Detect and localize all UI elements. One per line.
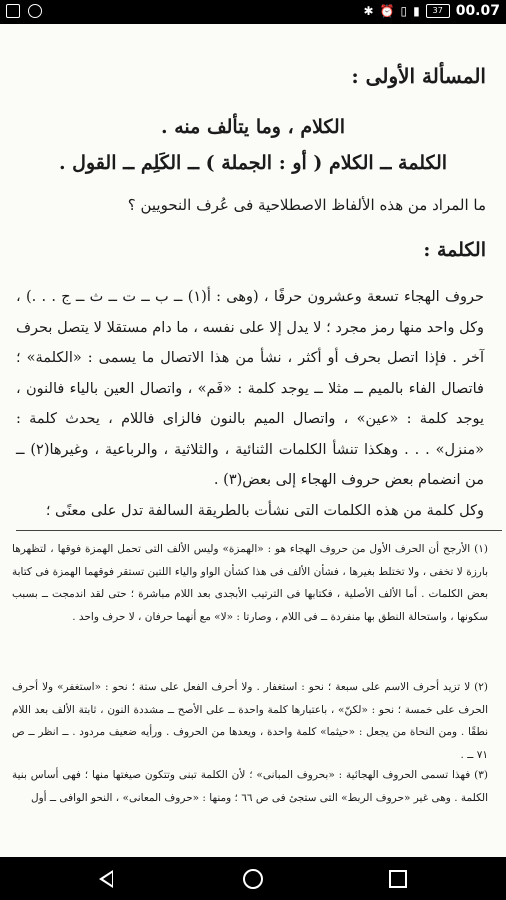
image-icon [6,4,20,18]
navigation-bar [0,857,506,900]
footnote-divider [16,530,502,531]
browser-icon [28,4,42,18]
book-page[interactable] [0,24,506,857]
bluetooth-icon: ✱ [363,4,374,18]
footnote-3: (٣) فهذا تسمى الحروف الهجائية : «بحروف المبانى» ؛ لأن الكلمة تبنى وتتكون صيغتها منها ؛ فهى أساس بنية الكلمة . وهى غير «حروف الربط» التى ستجئ فى ص ٦٦ ؛ ومنها : «حروف المعانى» ، النحو الوافى ــ أول [12,769,488,804]
paragraph-1: حروف الهجاء تسعة وعشرون حرفًا ، (وهى : أ(١) ــ ب ــ ت ــ ث ــ ج . . .) ، وكل واحد منها رمز مجرد ؛ لا يدل إلا على نفسه ، ما دام مستقلا لا يتصل بحرف آخر . فإذا اتصل بحرف أو أكثر ، نشأ من هذا الاتصال ما يسمى : «الكلمة» ؛ فاتصال الفاء بالميم ــ مثلا ــ يوجد كلمة : «فَم» ، واتصال العين بالياء فالنون ، يوجد كلمة : «عين» ، واتصال الميم بالنون فالزاى فاللام ، يحدث كلمة : «منزل» . . . وهكذا تنشأ الكلمات الثنائية ، والثلاثية ، والرباعية ، وغيرها(٢) ــ من انضمام بعض حروف الهجاء إلى بعض(٣) . [16,289,485,488]
page-heading: المسألة الأولى : [351,64,486,88]
status-left-icons [6,4,42,18]
home-circle-icon[interactable] [239,865,267,893]
alarm-icon: ⏰ [379,4,395,18]
vibrate-icon: ▯ [400,4,408,18]
body-text [16,282,484,526]
title-line-2: الكلمة ــ الكلام ( أو : الجملة ) ــ الكَلِم ــ القول . [58,152,448,174]
signal-icon: ▮ [413,4,420,18]
status-right-icons [363,3,500,19]
paragraph-2: وكل كلمة من هذه الكلمات التى نشأت بالطريقة السالفة تدل على معنًى ؛ [45,502,484,519]
title-line-1: الكلام ، وما يتألف منه . [161,116,345,138]
footnote-1: (١) الأرجح أن الحرف الأول من حروف الهجاء هو : «الهمزة» وليس الألف التى تحمل الهمزة فوقها ، لتظهرها بارزة لا تخفى ، ولا تختلط بغيرها ، فشأن الألف فى هذا كشأن الواو والياء اللتين تستقر فوقهما الهمزة فى كتابة بعض الكلمات . أما الألف الأصلية ، فكتابها فى الترتيب الأبجدى بعد اللام مباشرة ؛ حتى لقد اندمجت ــ بسبب سكونها ، واستحالة النطق بها منفردة ــ فى اللام ، وصارتا : «لا» مع أنهما حرفان ، لا حرف واحد . [12,543,488,623]
footnote-2: (٢) لا تزيد أحرف الاسم على سبعة ؛ نحو : استغفار . ولا أحرف الفعل على ستة ؛ نحو : «استغفر» ولا أحرف الحرف على خمسة ؛ نحو : «لكنّ» ، باعتبارها كلمة واحدة ــ على الأصح ــ مشددة النون ، ثابتة الألف بعد اللام نطقًا . ومن النحاة من يجعل : «حيثما» كلمة واحدة ، ويعدها من الحروف . ورأيه ضعيف مردود . ــ انظر ــ ص ٧١ ــ . [12,681,488,761]
status-bar [0,0,506,24]
subheading: الكلمة : [423,239,486,261]
question-line: ما المراد من هذه الألفاظ الاصطلاحية فى عُرف النحويين ؟ [127,196,486,214]
battery-icon: 37 [426,4,450,18]
recent-square-icon[interactable] [384,865,412,893]
clock: 00.07 [455,3,500,19]
back-triangle-icon[interactable] [93,865,121,893]
